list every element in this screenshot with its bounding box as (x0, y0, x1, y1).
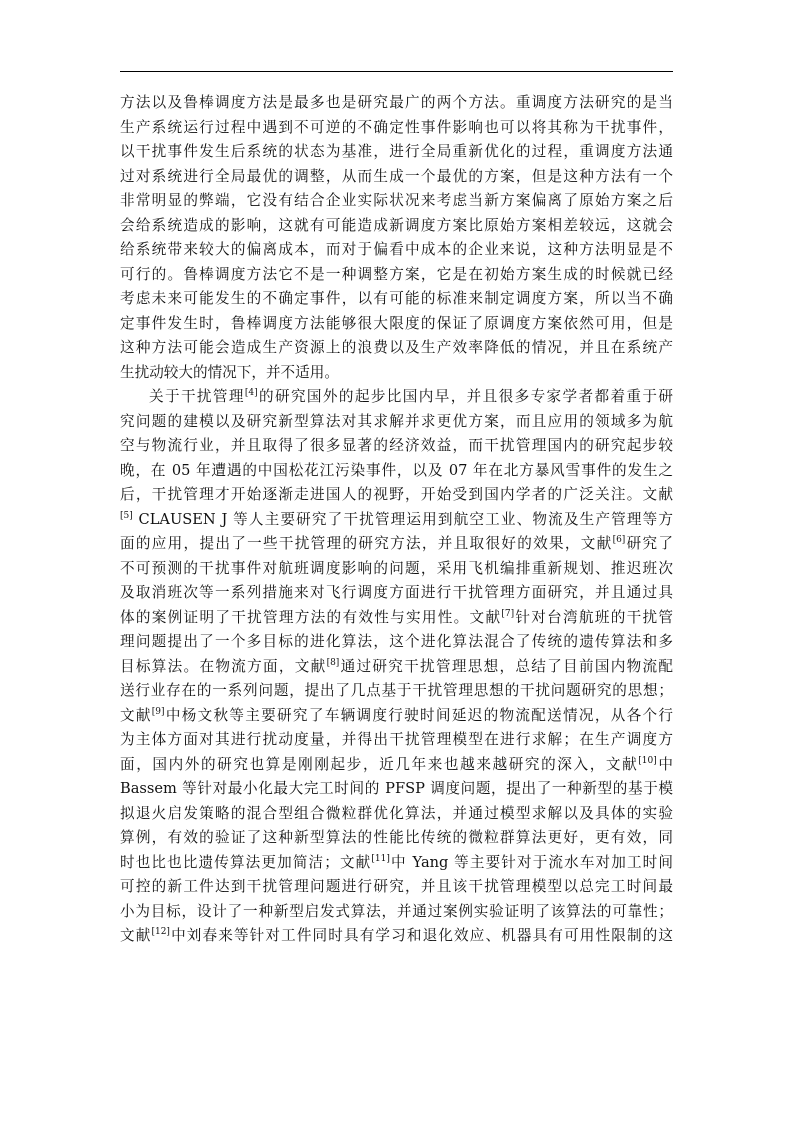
text-line: 究问题的建模以及研究新型算法对其求解并求更优方案，而且应用的领域多为航 (120, 412, 673, 430)
text-line: 及取消班次等一系列措施来对飞行调度方面进行干扰管理方面研究，并且通过具 (120, 584, 673, 601)
text-line (120, 704, 673, 729)
line-text: 中 (656, 755, 673, 773)
citation-marker: [10] (638, 755, 657, 766)
line-text: 通过研究干扰管理思想，总结了目前国内物流配 (339, 657, 673, 675)
text-line: 会给系统造成的影响，这就有可能造成新调度方案比原始方案相差较远，这就会 (120, 216, 673, 234)
text-line: 以干扰事件发生后系统的状态为基准，进行全局重新优化的过程，重调度方法通 (120, 143, 673, 160)
text-line: 可控的新工件达到干扰管理问题进行研究，并且该干扰管理模型以总完工时间最 (120, 878, 673, 895)
citation-marker: [8] (326, 657, 340, 668)
citation-marker: [7] (501, 608, 515, 619)
line-text: 面，国内外的研究也算是刚刚起步，近几年来也越来越研究的深入，文献 (120, 755, 639, 773)
text-line: 生产系统运行过程中遇到不可逆的不确定性事件影响也可以将其称为干扰事件， (120, 118, 673, 136)
line-text: 时也比也比遗传算法更加简洁；文献 (120, 853, 372, 871)
text-line (120, 924, 673, 949)
text-line: 晚，在 05 年遭遇的中国松花江污染事件，以及 07 年在北方暴风雪事件的发生之 (120, 461, 673, 479)
line-text: 的研究国外的起步比国内早，并且很多专家学者都着重于研 (257, 388, 673, 405)
line-text: 中刘春来等针对工件同时具有学习和退化效应、机器具有可用性限制的这 (169, 927, 673, 944)
paragraph-end-line: 生扰动较大的情况下，并不适用。 (120, 363, 339, 381)
text-line (120, 385, 673, 410)
text-line: 拟退火启发策略的混合型组合微粒群优化算法，并通过模型求解以及具体的实验 (120, 804, 673, 822)
text-line: 后，干扰管理才开始逐渐走进国人的视野，开始受到国内学者的广泛关注。文献 (120, 486, 673, 503)
line-text: 关于干扰管理 (149, 388, 245, 405)
citation-marker: [11] (371, 853, 390, 864)
text-line (120, 655, 673, 680)
text-line: 理问题提出了一个多目标的进化算法，这个进化算法混合了传统的遗传算法和多 (120, 633, 673, 650)
text-line (120, 753, 673, 778)
text-line: 过对系统进行全局最优的调整，从而生成一个最优的方案，但是这种方法有一个 (120, 167, 673, 185)
citation-marker: [12] (151, 927, 170, 938)
citation-marker: [6] (612, 535, 626, 546)
text-line (120, 508, 673, 533)
line-text: CLAUSEN J 等人主要研究了干扰管理运用到航空工业、物流及生产管理等方 (132, 510, 673, 528)
text-line (120, 851, 673, 876)
text-line: 这种方法可能会造成生产资源上的浪费以及生产效率降低的情况，并且在系统产 (120, 339, 673, 356)
text-line: 考虑未来可能发生的不确定事件，以有可能的标准来制定调度方案，所以当不确 (120, 290, 673, 307)
citation-marker: [4] (244, 388, 258, 399)
text-line: 送行业存在的一系列问题，提出了几点基于干扰管理思想的干扰问题研究的思想； (120, 682, 673, 699)
line-text: 体的案例证明了干扰管理方法的有效性与实用性。文献 (120, 608, 502, 626)
text-line: 定事件发生时，鲁棒调度方法能够很大限度的保证了原调度方案依然可用，但是 (120, 314, 673, 332)
line-text: 中杨文秋等主要研究了车辆调度行驶时间延迟的物流配送情况，从各个行 (164, 706, 673, 724)
text-line: 小为目标，设计了一种新型启发式算法，并通过案例实验证明了该算法的可靠性； (120, 902, 673, 920)
line-text: 文献 (120, 706, 152, 724)
line-text: 面的应用，提出了一些干扰管理的研究方法，并且取很好的效果，文献 (120, 535, 613, 552)
text-line: 给系统带来较大的偏离成本，而对于偏看中成本的企业来说，这种方法明显是不 (120, 241, 673, 258)
text-line: Bassem 等针对最小化最大完工时间的 PFSP 调度问题，提出了一种新型的基于模 (120, 780, 673, 797)
text-line: 空与物流行业，并且取得了很多显著的经济效益，而干扰管理国内的研究起步较 (120, 437, 673, 454)
body-text (120, 91, 673, 949)
text-line: 可行的。鲁棒调度方法它不是一种调整方案，它是在初始方案生成的时候就已经 (120, 265, 673, 283)
line-text: 中 Yang 等主要针对于流水车对加工时间 (389, 853, 673, 871)
text-line: 算例，有效的验证了这种新型算法的性能比传统的微粒群算法更好，更有效，同 (120, 829, 673, 846)
text-line (120, 532, 673, 557)
citation-marker: [9] (151, 706, 165, 717)
text-line: 方法以及鲁棒调度方法是最多也是研究最广的两个方法。重调度方法研究的是当 (120, 94, 673, 111)
text-line: 不可预测的干扰事件对航班调度影响的问题，采用飞机编排重新规划、推迟班次 (120, 559, 673, 577)
line-text: 目标算法。在物流方面，文献 (120, 657, 327, 675)
line-text: 文献 (120, 927, 152, 944)
header-rule (120, 71, 673, 72)
text-line: 为主体方面对其进行扰动度量，并得出干扰管理模型在进行求解；在生产调度方 (120, 731, 673, 748)
text-line: 非常明显的弊端，它没有结合企业实际状况来考虑当新方案偏离了原始方案之后 (120, 192, 673, 209)
text-line (120, 606, 673, 631)
citation-marker: [5] (120, 510, 133, 521)
line-text: 针对台湾航班的干扰管 (514, 608, 673, 626)
line-text: 研究了 (625, 535, 673, 552)
